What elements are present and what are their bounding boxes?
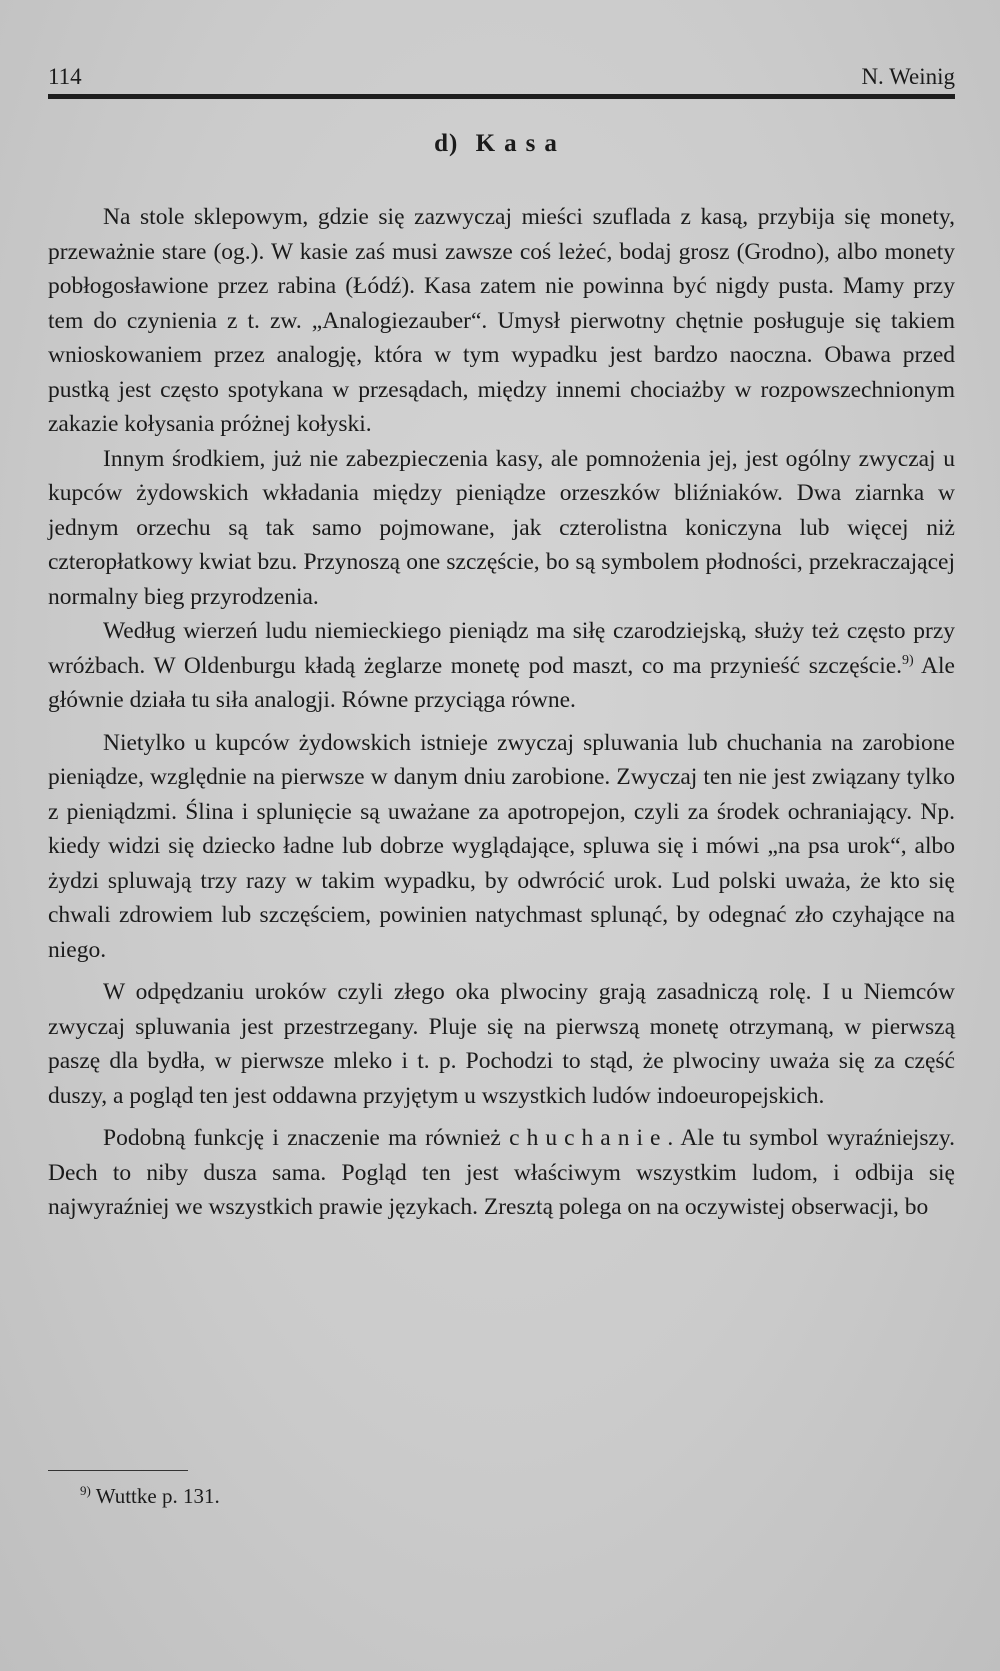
- running-head: [48, 60, 955, 92]
- paragraph-text-after: Ale głównie działa tu siła analogji. Równe przyciąga równe.: [48, 652, 955, 713]
- footnote-reference: 9): [902, 652, 914, 668]
- body-text: [48, 200, 955, 1225]
- paragraph-wierzenia-niemieckie: [48, 614, 955, 718]
- header-rule: [48, 94, 955, 99]
- footnote-text: Wuttke p. 131.: [95, 1484, 220, 1508]
- footnote-marker: 9): [80, 1483, 91, 1498]
- running-head-author: N. Weinig: [861, 64, 955, 89]
- paragraph-kasa-intro: Na stole sklepowym, gdzie się zazwyczaj mieści szuflada z kasą, przybija się monety, przeważnie stare (og.). W kasie zaś musi zawsze coś leżeć, bodaj grosz (Grodno), albo monety pobłogosławione przez rabina (Łódź). Kasa zatem nie powinna być nigdy pusta. Mamy przy tem do czynienia z t. zw. „Analogiezauber“. Umysł pierwotny chętnie posługuje się takiem wnioskowaniem przez analogję, która w tym wypadku jest bardzo naoczna. Obawa przed pustką jest często spotykana w przesądach, między innemi chociażby w rozpowszechnionym zakazie kołysania próżnej kołyski.: [48, 204, 955, 437]
- paragraph-text-after: . Ale tu symbol wyraźniejszy. Dech to niby dusza sama. Pogląd ten jest właściwym wszystkim ludom, i odbija się najwyraźniej we wszystkich prawie językach. Zresztą polega on na oczywistej obserwacji, bo: [48, 1125, 955, 1220]
- emphasized-word: chuchanie: [509, 1125, 668, 1151]
- footnote-rule: [48, 1470, 188, 1471]
- paragraph-text-before: Podobną funkcję i znaczenie ma również: [103, 1125, 510, 1151]
- paragraph-text-before: Według wierzeń ludu niemieckiego pieniądz ma siłę czarodziejską, służy też często przy wróżbach. W Oldenburgu kładą żeglarze monetę pod maszt, co ma przynieść szczęście.: [48, 618, 955, 679]
- paragraph-spluwanie: Nietylko u kupców żydowskich istnieje zwyczaj spluwania lub chuchania na zarobione pieniądze, względnie na pierwsze w danym dniu zarobione. Zwyczaj ten nie jest związany tylko z pieniądzmi. Ślina i splunięcie są uważane za apotropejon, czyli za środek ochraniający. Np. kiedy widzi się dziecko ładne lub dobrze wyglądające, spluwa się i mówi „na psa urok“, albo żydzi spluwają trzy razy w takim wypadku, by odwrócić urok. Lud polski uważa, że kto się chwali zdrowiem lub szczęściem, powinien natychmast splunąć, by odegnać zło czyhające na niego.: [48, 729, 955, 963]
- paragraph-orzeszki: Innym środkiem, już nie zabezpieczenia kasy, ale pomnożenia jej, jest ogólny zwyczaj u kupców żydowskich wkładania między pieniądze orzeszków bliźniaków. Dwa ziarnka w jednym orzechu są tak samo pojmowane, jak czterolistna koniczyna lub więcej niż czteropłatkowy kwiat bzu. Przynoszą one szczęście, bo są symbolem płodności, przekraczającej normalny bieg przyrodzenia.: [48, 445, 955, 610]
- section-title: Kasa: [475, 130, 566, 157]
- paragraph-plwociny: W odpędzaniu uroków czyli złego oka plwociny grają zasadniczą rolę. I u Niemców zwyczaj spluwania jest przestrzegany. Pluje się na pierwszą monetę otrzymaną, w pierwszą paszę dla bydła, w pierwsze mleko i t. p. Pochodzi to stąd, że plwociny uważa się za część duszy, a pogląd ten jest oddawna przyjętym u wszystkich ludów indoeuropejskich.: [48, 979, 955, 1109]
- section-label: d): [434, 130, 459, 157]
- page-number: 114: [48, 64, 82, 89]
- section-heading: [0, 130, 1000, 158]
- footnote: [80, 1484, 220, 1509]
- paragraph-chuchanie: [48, 1121, 955, 1225]
